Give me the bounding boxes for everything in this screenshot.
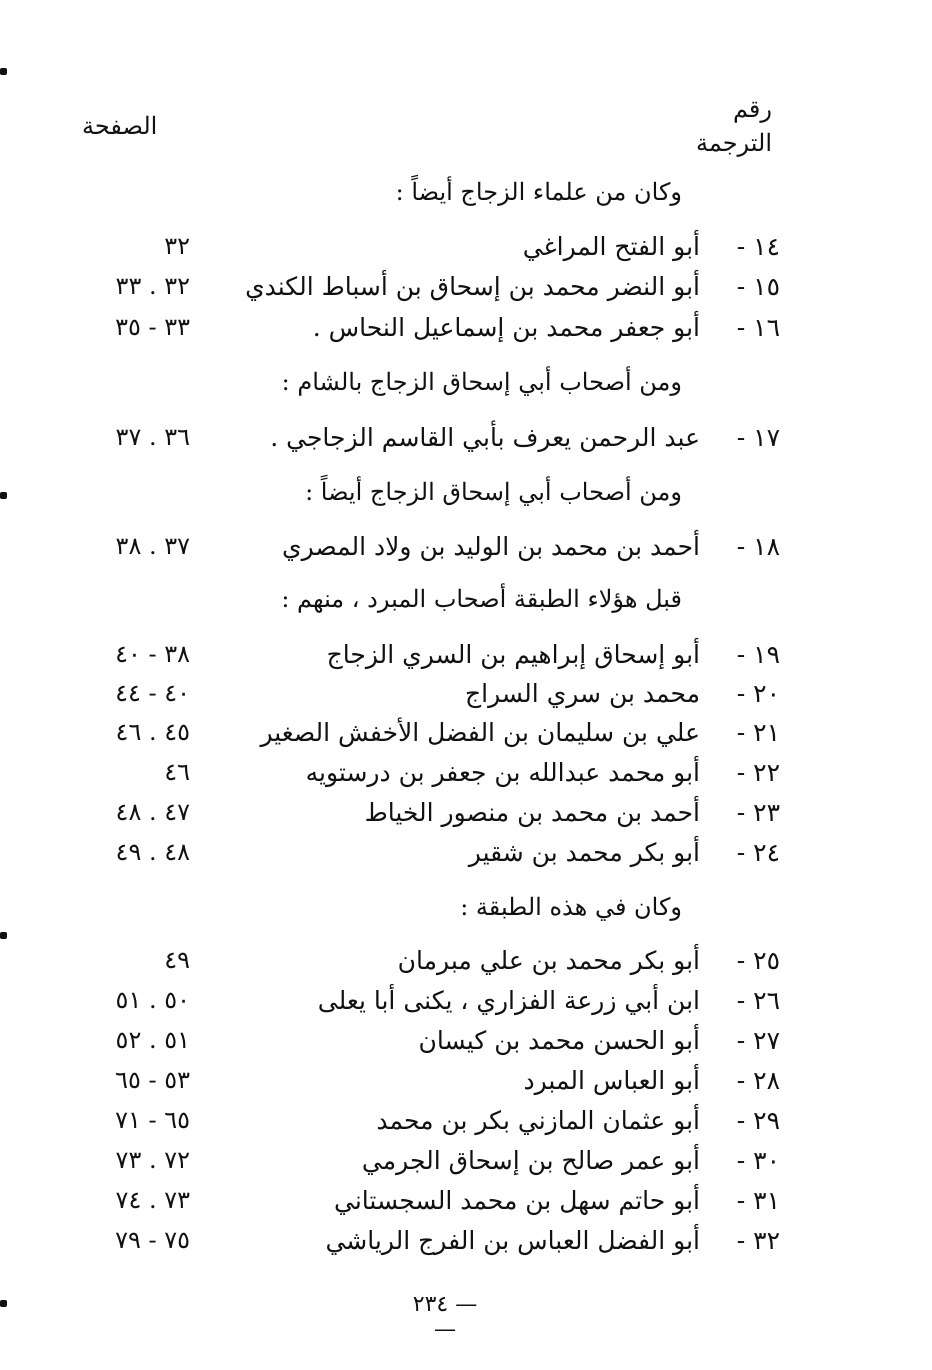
entry-number: ٢١ - [736, 718, 780, 747]
entry-name: أبو العباس المبرد [523, 1066, 700, 1095]
entry-name: أبو محمد عبدالله بن جعفر بن درستويه [305, 758, 700, 787]
index-entry [60, 946, 780, 986]
scan-mark [0, 68, 7, 75]
entry-number: ٢٨ - [736, 1066, 780, 1095]
entry-number: ٢٦ - [736, 986, 780, 1015]
entry-number: ٣١ - [736, 1186, 780, 1215]
entry-pages: ٤٦ [164, 758, 190, 786]
section-heading: قبل هؤلاء الطبقة أصحاب المبرد ، منهم : [281, 585, 682, 613]
entry-pages: ٤٩ [164, 946, 190, 974]
index-entry [60, 1066, 780, 1106]
section-heading: وكان من علماء الزجاج أيضاً : [395, 178, 682, 206]
entry-name: ابن أبي زرعة الفزاري ، يكنى أبا يعلى [317, 986, 700, 1015]
entry-number: ٢٩ - [736, 1106, 780, 1135]
entry-number: ٢٤ - [736, 838, 780, 867]
entry-pages: ٥٣ - ٦٥ [115, 1066, 190, 1094]
index-entry [60, 986, 780, 1026]
index-entry [60, 1146, 780, 1186]
entry-pages: ٣٢ [164, 232, 190, 260]
index-entry [60, 232, 780, 272]
entry-pages: ٤٥ . ٤٦ [115, 718, 190, 746]
entry-name: أبو جعفر محمد بن إسماعيل النحاس . [312, 313, 700, 342]
index-entry [60, 798, 780, 838]
entry-number-column-header [696, 92, 772, 160]
entry-name: أبو بكر محمد بن شقير [468, 838, 700, 867]
entry-number: ١٤ - [736, 232, 780, 261]
entry-pages: ٣٢ . ٣٣ [115, 272, 190, 300]
entry-pages: ٦٥ - ٧١ [115, 1106, 190, 1134]
section-heading: وكان في هذه الطبقة : [460, 893, 682, 921]
entry-pages: ٣٦ . ٣٧ [115, 423, 190, 451]
section-heading: ومن أصحاب أبي إسحاق الزجاج أيضاً : [305, 478, 682, 506]
entry-pages: ٧٣ . ٧٤ [115, 1186, 190, 1214]
entry-number: ٢٧ - [736, 1026, 780, 1055]
entry-pages: ٤٧ . ٤٨ [115, 798, 190, 826]
entry-name: أبو عمر صالح بن إسحاق الجرمي [361, 1146, 700, 1175]
entry-number: ٣٢ - [736, 1226, 780, 1255]
entry-pages: ٣٨ - ٤٠ [115, 640, 190, 668]
index-entry [60, 838, 780, 878]
page-number: — ٢٣٤ — [412, 1292, 478, 1342]
scan-mark [0, 1300, 7, 1307]
entry-name: محمد بن سري السراج [465, 679, 700, 708]
index-entry [60, 679, 780, 719]
entry-number: ١٦ - [736, 313, 780, 342]
index-entry [60, 640, 780, 680]
entry-number: ١٩ - [736, 640, 780, 669]
section-heading: ومن أصحاب أبي إسحاق الزجاج بالشام : [281, 368, 682, 396]
entry-pages: ٤٠ - ٤٤ [115, 679, 190, 707]
entry-name: أبو النضر محمد بن إسحاق بن أسباط الكندي [245, 272, 700, 301]
entry-name: عبد الرحمن يعرف بأبي القاسم الزجاجي . [270, 423, 700, 452]
scan-mark [0, 932, 7, 939]
index-entry [60, 1026, 780, 1066]
entry-name: أبو الفضل العباس بن الفرج الرياشي [325, 1226, 700, 1255]
entry-name: أبو الفتح المراغي [522, 232, 700, 261]
entry-number: ٣٠ - [736, 1146, 780, 1175]
entry-pages: ٧٢ . ٧٣ [115, 1146, 190, 1174]
entry-pages: ٧٥ - ٧٩ [115, 1226, 190, 1254]
entry-name: أبو عثمان المازني بكر بن محمد [376, 1106, 700, 1135]
index-entry [60, 272, 780, 312]
entry-number: ١٨ - [736, 532, 780, 561]
entry-pages: ٤٨ . ٤٩ [115, 838, 190, 866]
entry-name: أبو بكر محمد بن علي مبرمان [397, 946, 700, 975]
entry-pages: ٥١ . ٥٢ [115, 1026, 190, 1054]
entry-number: ١٧ - [736, 423, 780, 452]
entry-pages: ٣٧ . ٣٨ [115, 532, 190, 560]
entry-number-label-line2: الترجمة [695, 129, 772, 157]
entry-name: أحمد بن محمد بن منصور الخياط [364, 798, 700, 827]
index-entry [60, 758, 780, 798]
page-column-header: الصفحة [82, 112, 158, 140]
entry-name: أبو الحسن محمد بن كيسان [418, 1026, 700, 1055]
entry-name: أبو إسحاق إبراهيم بن السري الزجاج [326, 640, 700, 669]
entry-number-label-line1: رقم [732, 95, 772, 123]
entry-number: ٢٥ - [736, 946, 780, 975]
index-entry [60, 1106, 780, 1146]
entry-number: ١٥ - [736, 272, 780, 301]
entry-pages: ٣٣ - ٣٥ [115, 313, 190, 341]
index-entry [60, 423, 780, 463]
scan-mark [0, 492, 7, 499]
entry-name: علي بن سليمان بن الفضل الأخفش الصغير [260, 718, 700, 747]
index-entry [60, 1226, 780, 1266]
index-entry [60, 532, 780, 572]
index-entry [60, 313, 780, 353]
entry-pages: ٥٠ . ٥١ [115, 986, 190, 1014]
index-entry [60, 1186, 780, 1226]
index-entry [60, 718, 780, 758]
entry-name: أحمد بن محمد بن الوليد بن ولاد المصري [282, 532, 700, 561]
entry-number: ٢٣ - [736, 798, 780, 827]
entry-number: ٢٠ - [736, 679, 780, 708]
entry-name: أبو حاتم سهل بن محمد السجستاني [334, 1186, 700, 1215]
entry-number: ٢٢ - [736, 758, 780, 787]
